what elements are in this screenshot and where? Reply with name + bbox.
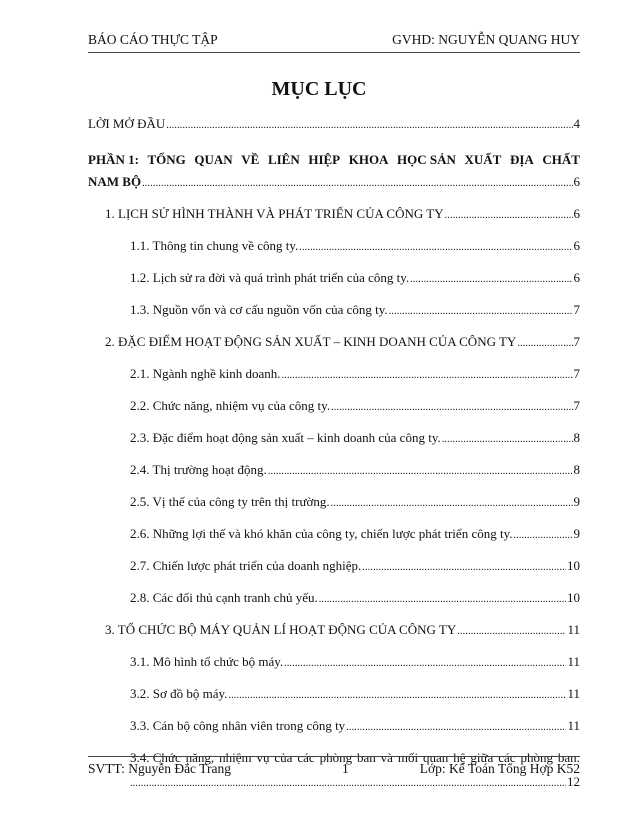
toc-word: mối (397, 750, 419, 765)
toc-word: nhiệm (219, 750, 252, 765)
toc-leader (457, 623, 566, 641)
toc-leader (513, 527, 572, 545)
header-supervisor: GVHD: NGUYỄN QUANG HUY (392, 32, 580, 47)
toc-leader (319, 591, 566, 609)
footer-student: SVTT: Nguyễn Đắc Trang (88, 761, 231, 776)
toc-label: 2. ĐẶC ĐIỂM HOẠT ĐỘNG SẢN XUẤT – KINH DOANH CỦA CÔNG TY (105, 334, 517, 349)
toc-label: 2.5. Vị thế của công ty trên thị trường. (130, 494, 330, 509)
toc-page-number: 8 (573, 430, 580, 445)
toc-page-number: 12 (567, 774, 580, 789)
toc-page-number: 6 (573, 174, 580, 189)
toc-entry-intro[interactable] (88, 115, 580, 135)
toc-word: phòng (520, 750, 553, 765)
toc-label: 3. TỔ CHỨC BỘ MÁY QUẢN LÍ HOẠT ĐỘNG CỦA CÔNG TY (105, 622, 457, 637)
toc-page-number: 11 (567, 718, 580, 733)
toc-word: XUẤT (464, 152, 502, 167)
page-footer (88, 756, 580, 781)
toc-word: quan (423, 750, 449, 765)
toc-page-number: 10 (567, 590, 580, 605)
toc-label: 1. LỊCH SỬ HÌNH THÀNH VÀ PHÁT TRIỂN CỦA CÔNG TY (105, 206, 444, 221)
toc-label: 2.1. Ngành nghề kinh doanh. (130, 366, 281, 381)
toc-word: và (380, 750, 393, 765)
toc-entry-3-2[interactable] (88, 685, 580, 705)
toc-page-number: 7 (573, 366, 580, 381)
toc-page-number: 6 (573, 206, 580, 221)
toc-word: HỌC SẢN (397, 152, 456, 167)
toc-label: 1.1. Thông tin chung về công ty. (130, 238, 299, 253)
toc-entry-1-1[interactable] (88, 237, 580, 257)
toc-leader (362, 559, 566, 577)
toc-page-number: 4 (573, 116, 580, 131)
toc-label: 2.8. Các đối thủ cạnh tranh chủ yếu. (130, 590, 318, 605)
toc-label: 1.3. Nguồn vốn và cơ cấu nguồn vốn của công ty. (130, 302, 388, 317)
toc-word: ban (356, 750, 376, 765)
toc-leader (282, 367, 573, 385)
toc-entry-2-7[interactable] (88, 557, 580, 577)
toc-word: LIÊN (267, 152, 300, 167)
toc-word: VỀ (241, 152, 260, 167)
toc-leader (517, 335, 572, 353)
toc-page-number: 9 (573, 494, 580, 509)
toc-entry-2-4[interactable] (88, 461, 580, 481)
toc-page-number: 11 (567, 686, 580, 701)
page-title: MỤC LỤC (271, 78, 367, 100)
toc-word: TỔNG (147, 152, 186, 167)
footer-page-number: 1 (342, 761, 349, 776)
toc-word: năng, (185, 750, 215, 765)
toc-page-number: 7 (573, 334, 580, 349)
toc-entry-1-3[interactable] (88, 301, 580, 321)
page-header (88, 32, 580, 53)
toc-label-line1 (88, 151, 580, 169)
toc-leader (410, 271, 572, 289)
toc-page-number: 6 (573, 238, 580, 253)
toc-entry-2-1[interactable] (88, 365, 580, 385)
toc-word: 3.4. Chức (130, 750, 181, 765)
toc-leader (166, 117, 572, 135)
toc-page-number: 11 (567, 622, 580, 637)
toc-word: PHẦN 1: (88, 152, 139, 167)
toc-page-number: 7 (573, 398, 580, 413)
toc-leader (445, 207, 573, 225)
toc-leader (442, 431, 573, 449)
toc-word: ban. (557, 750, 580, 765)
toc-label: LỜI MỞ ĐẦU (88, 116, 166, 131)
toc-label: 2.6. Những lợi thế và khó khăn của công ty, chiến lược phát triển công ty. (130, 526, 513, 541)
toc-label: 3.1. Mô hình tổ chức bộ máy. (130, 654, 284, 669)
toc-entry-section-1[interactable] (88, 205, 580, 225)
toc-word: các (297, 750, 315, 765)
toc-entry-3-1[interactable] (88, 653, 580, 673)
toc-word: của (274, 750, 293, 765)
footer-class: Lớp: Kế Toán Tổng Hợp K52 (419, 761, 580, 776)
toc-label: 2.7. Chiến lược phát triển của doanh nghiệp. (130, 558, 362, 573)
toc-entry-section-2[interactable] (88, 333, 580, 353)
toc-leader (228, 687, 566, 705)
toc-entry-section-3[interactable] (88, 621, 580, 641)
toc-entry-2-3[interactable] (88, 429, 580, 449)
toc-label: 3.2. Sơ đồ bộ máy. (130, 686, 228, 701)
toc-word: các (498, 750, 516, 765)
toc-page-number: 10 (567, 558, 580, 573)
toc-page-number: 9 (573, 526, 580, 541)
toc-label: 3.3. Cán bộ công nhân viên trong công ty (130, 718, 346, 733)
toc-word: HIỆP (308, 152, 341, 167)
toc-entry-2-2[interactable] (88, 397, 580, 417)
toc-word: giữa (470, 750, 494, 765)
toc-page-number: 7 (573, 302, 580, 317)
toc-entry-2-5[interactable] (88, 493, 580, 513)
toc-entry-part1[interactable] (88, 151, 580, 193)
toc-leader (331, 399, 572, 417)
toc-leader (331, 495, 573, 513)
toc-label: 1.2. Lịch sử ra đời và quá trình phát triển của công ty. (130, 270, 410, 285)
toc-leader (142, 175, 572, 193)
toc-page-number: 6 (573, 270, 580, 285)
toc-word: QUAN (194, 152, 233, 167)
toc-word: CHẤT (542, 152, 580, 167)
toc-page-number: 11 (567, 654, 580, 669)
toc-label: 2.3. Đặc điểm hoạt động sản xuất – kinh doanh của công ty. (130, 430, 441, 445)
toc-entry-2-8[interactable] (88, 589, 580, 609)
toc-leader (389, 303, 573, 321)
toc-label-line2: NAM BỘ (88, 174, 142, 189)
toc-leader (268, 463, 573, 481)
toc-word: KHOA (348, 152, 389, 167)
toc-label: 2.4. Thị trường hoạt động. (130, 462, 267, 477)
toc-word: ĐỊA (509, 152, 534, 167)
toc-entry-2-6[interactable] (88, 525, 580, 545)
toc-label: 2.2. Chức năng, nhiệm vụ của công ty. (130, 398, 331, 413)
toc-word: phòng (319, 750, 353, 765)
toc-leader (346, 719, 566, 737)
toc-entry-1-2[interactable] (88, 269, 580, 289)
toc-entry-3-3[interactable] (88, 717, 580, 737)
toc-word: hệ (453, 750, 466, 765)
toc-word: vụ (256, 750, 270, 765)
header-report-title: BÁO CÁO THỰC TẬP (88, 32, 218, 47)
toc-leader (284, 655, 566, 673)
toc-page-number: 8 (573, 462, 580, 477)
table-of-contents (88, 115, 580, 793)
toc-leader (299, 239, 572, 257)
